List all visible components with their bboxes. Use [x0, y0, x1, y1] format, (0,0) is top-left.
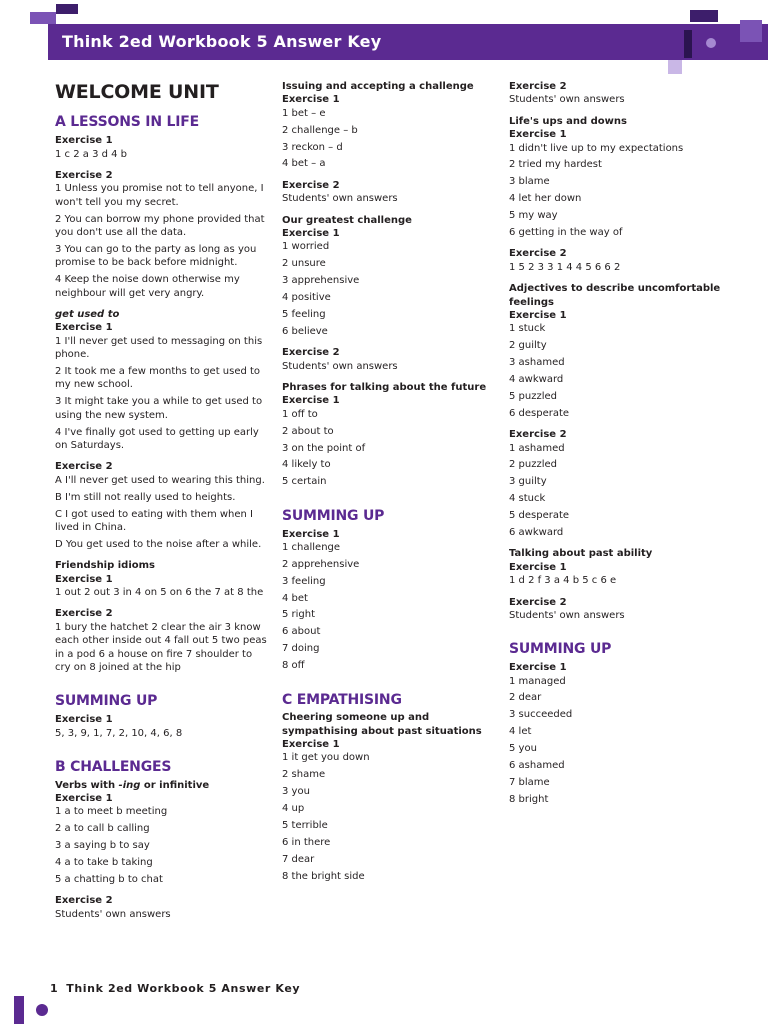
answer-line: 1 bet – e [282, 107, 326, 119]
answer-line: 1 stuck [509, 323, 546, 335]
answer-line: 4 a to take b taking [55, 857, 153, 869]
decor-square [56, 4, 78, 14]
answer-line: 2 apprehensive [282, 558, 360, 570]
section-c-title: C EMPATHISING [282, 691, 402, 708]
exercise-title: Exercise 1 [55, 793, 113, 805]
answer-line: 2 guilty [509, 340, 547, 352]
answer-line: 7 dear [282, 853, 315, 865]
answer-line: 5 a chatting b to chat [55, 874, 163, 885]
summing-up-title: SUMMING UP [282, 507, 385, 524]
column-1 [55, 80, 270, 929]
answer-line: 5 terrible [282, 820, 328, 832]
summing-up-title: SUMMING UP [55, 693, 158, 710]
answer-line: 2 dear [509, 692, 542, 704]
answer-line: 4 up [282, 803, 305, 815]
exercise-block [55, 573, 270, 600]
answer-line: 3 apprehensive [282, 275, 360, 287]
answer-line: 4 bet [282, 592, 308, 604]
exercise-title: Exercise 2 [509, 81, 567, 92]
answer-line: 2 a to call b calling [55, 823, 150, 835]
exercise-block [55, 713, 270, 740]
subsection-title: Talking about past ability [509, 548, 653, 560]
answer-line: 3 ashamed [509, 357, 565, 369]
unit-title: WELCOME UNIT [55, 81, 219, 103]
exercise-block [282, 227, 497, 338]
exercise-title: Exercise 2 [509, 429, 567, 441]
answer-line: 1 Unless you promise not to tell anyone, I won't tell you my secret. [55, 183, 264, 208]
answer-line: C I got used to eating with them when I lived in China. [55, 508, 254, 533]
answer-line: 1 bury the hatchet 2 clear the air 3 know each other inside out 4 fall out 5 two peas in a pod 6 a house on fire 7 shoulder to cry on 8 joined at the hip [55, 621, 267, 673]
answer-line: 2 about to [282, 425, 334, 437]
exercise-block [282, 738, 497, 883]
exercise-title: Exercise 2 [509, 596, 567, 608]
answer-line: 3 a saying b to say [55, 840, 150, 852]
subsection-title-emphasis: -ing [118, 779, 141, 791]
answer-line: Students' own answers [509, 94, 625, 106]
exercise-block [282, 528, 497, 673]
decor-square [668, 60, 682, 74]
exercise-block [509, 428, 729, 539]
exercise-title: Exercise 2 [55, 608, 113, 620]
answer-line: 3 blame [509, 176, 550, 188]
exercise-block [509, 128, 729, 239]
exercise-title: Exercise 1 [55, 573, 113, 585]
answer-line: 6 believe [282, 325, 328, 337]
answer-line: 5 right [282, 609, 316, 621]
answer-line: 3 on the point of [282, 442, 366, 454]
answer-line: 2 puzzled [509, 459, 558, 471]
exercise-title: Exercise 1 [509, 561, 567, 573]
answer-line: 3 succeeded [509, 709, 573, 721]
answer-line: 1 off to [282, 408, 318, 420]
exercise-block [55, 169, 270, 300]
page-header-title: Think 2ed Workbook 5 Answer Key [62, 32, 382, 51]
exercise-block [282, 346, 497, 373]
exercise-block [55, 607, 270, 674]
subsection-title: Phrases for talking about the future [282, 382, 487, 394]
page-number: 1 [50, 982, 59, 995]
answer-line: 1 out 2 out 3 in 4 on 5 on 6 the 7 at 8 the [55, 587, 264, 599]
decor-square [740, 20, 762, 42]
answer-line: 4 awkward [509, 374, 564, 386]
exercise-block [509, 661, 729, 806]
subsection-title: Cheering someone up and sympathising about past situations [282, 712, 482, 737]
answer-line: 7 blame [509, 776, 550, 788]
answer-line: 6 getting in the way of [509, 227, 623, 239]
answer-line: 1 challenge [282, 541, 341, 553]
exercise-block [509, 309, 729, 420]
exercise-title: Exercise 1 [55, 322, 113, 334]
answer-line: 6 about [282, 626, 321, 638]
exercise-block [509, 80, 729, 107]
answer-line: 1 managed [509, 675, 566, 687]
answer-line: 1 ashamed [509, 442, 565, 454]
exercise-title: Exercise 1 [509, 129, 567, 141]
answer-line: 5, 3, 9, 1, 7, 2, 10, 4, 6, 8 [55, 727, 183, 739]
exercise-block [509, 561, 729, 588]
exercise-block [55, 321, 270, 452]
decor-square [14, 996, 24, 1024]
answer-line: Students' own answers [55, 908, 171, 920]
subsection-title: Issuing and accepting a challenge [282, 81, 474, 92]
answer-line: 3 guilty [509, 476, 547, 488]
answer-line: 6 in there [282, 836, 331, 848]
answer-line: 4 let her down [509, 193, 582, 205]
answer-line: 4 let [509, 726, 532, 738]
answer-line: 8 off [282, 660, 305, 672]
answer-line: 6 desperate [509, 407, 570, 419]
exercise-title: Exercise 1 [55, 714, 113, 726]
exercise-block [282, 179, 497, 206]
subsection-title: Life's ups and downs [509, 115, 627, 127]
exercise-block [55, 894, 270, 921]
answer-line: 7 doing [282, 643, 320, 655]
exercise-title: Exercise 2 [55, 895, 113, 907]
answer-line: 2 tried my hardest [509, 159, 602, 171]
exercise-title: Exercise 1 [509, 662, 567, 674]
answer-line: 4 I've finally got used to getting up early on Saturdays. [55, 426, 259, 452]
exercise-block [55, 134, 270, 161]
footer-title: Think 2ed Workbook 5 Answer Key [66, 982, 301, 995]
exercise-title: Exercise 1 [282, 395, 340, 407]
answer-line: 3 feeling [282, 575, 326, 587]
answer-line: 5 my way [509, 210, 558, 222]
answer-line: 4 likely to [282, 459, 331, 471]
exercise-title: Exercise 1 [282, 528, 340, 540]
answer-line: 3 you [282, 786, 310, 798]
decor-square [690, 10, 718, 22]
subsection-title: Adjectives to describe uncomfortable feelings [509, 283, 721, 308]
answer-line: 1 c 2 a 3 d 4 b [55, 148, 128, 160]
exercise-title: Exercise 2 [282, 347, 340, 359]
answer-line: 1 5 2 3 3 1 4 4 5 6 6 2 [509, 261, 621, 273]
subsection-title-part: or infinitive [140, 779, 210, 791]
answer-line: 3 It might take you a while to get used to using the new system. [55, 396, 263, 421]
answer-line: 4 bet – a [282, 158, 326, 170]
answer-line: 3 You can go to the party as long as you promise to be back before midnight. [55, 243, 257, 269]
subsection-title [55, 779, 270, 792]
exercise-title: Exercise 1 [509, 309, 567, 321]
column-3 [509, 80, 729, 814]
answer-line: 4 positive [282, 292, 331, 304]
column-2 [282, 80, 497, 891]
section-a-title: A LESSONS IN LIFE [55, 114, 199, 131]
subsection-title: get used to [55, 309, 120, 320]
exercise-title: Exercise 1 [282, 228, 340, 240]
exercise-block [509, 247, 729, 274]
answer-line: 5 you [509, 743, 537, 755]
answer-line: 1 it get you down [282, 752, 370, 764]
answer-line: Students' own answers [282, 360, 398, 372]
answer-line: 3 reckon – d [282, 141, 343, 153]
answer-line: 5 puzzled [509, 390, 558, 402]
decor-square [30, 12, 56, 24]
exercise-title: Exercise 2 [509, 248, 567, 260]
answer-line: 4 stuck [509, 493, 546, 505]
answer-line: 5 desperate [509, 510, 570, 522]
answer-line: 1 worried [282, 241, 330, 253]
answer-line: 8 the bright side [282, 870, 365, 882]
exercise-title: Exercise 1 [282, 739, 340, 751]
answer-line: D You get used to the noise after a while. [55, 538, 262, 550]
exercise-block [55, 792, 270, 886]
answer-line: 1 I'll never get used to messaging on this phone. [55, 335, 263, 361]
answer-line: 8 bright [509, 793, 549, 805]
section-b-title: B CHALLENGES [55, 758, 172, 775]
answer-line: 1 a to meet b meeting [55, 806, 168, 818]
answer-line: 6 ashamed [509, 759, 565, 771]
exercise-title: Exercise 1 [282, 94, 340, 106]
exercise-title: Exercise 2 [282, 179, 340, 191]
decor-dot [706, 38, 716, 48]
answer-line: 5 feeling [282, 308, 326, 320]
answer-line: 5 certain [282, 476, 327, 488]
exercise-block [509, 596, 729, 623]
subsection-title: Our greatest challenge [282, 214, 412, 226]
answer-line: Students' own answers [282, 193, 398, 205]
exercise-block [282, 394, 497, 488]
answer-line: 2 unsure [282, 258, 326, 270]
decor-square [684, 30, 692, 58]
page-footer [50, 982, 300, 995]
answer-line: Students' own answers [509, 610, 625, 621]
answer-line: 1 didn't live up to my expectations [509, 142, 684, 154]
answer-line: 6 awkward [509, 527, 564, 539]
summing-up-title: SUMMING UP [509, 641, 612, 658]
answer-line: 2 It took me a few months to get used to my new school. [55, 366, 261, 391]
header-bar [48, 24, 768, 60]
exercise-block [282, 93, 497, 170]
subsection-title: Friendship idioms [55, 560, 156, 572]
exercise-title: Exercise 2 [55, 169, 113, 181]
answer-line: 2 You can borrow my phone provided that you don't use all the data. [55, 213, 265, 239]
subsection-title-part: Verbs with [55, 779, 119, 791]
answer-line: 2 challenge – b [282, 124, 358, 136]
answer-line: A I'll never get used to wearing this thing. [55, 474, 265, 486]
answer-line: B I'm still not really used to heights. [55, 491, 236, 503]
exercise-block [55, 460, 270, 551]
answer-line: 4 Keep the noise down otherwise my neighbour will get very angry. [55, 274, 240, 299]
answer-line: 1 d 2 f 3 a 4 b 5 c 6 e [509, 575, 617, 587]
answer-line: 2 shame [282, 769, 326, 781]
decor-dot [36, 1004, 48, 1016]
exercise-title: Exercise 2 [55, 461, 113, 473]
exercise-title: Exercise 1 [55, 135, 113, 147]
